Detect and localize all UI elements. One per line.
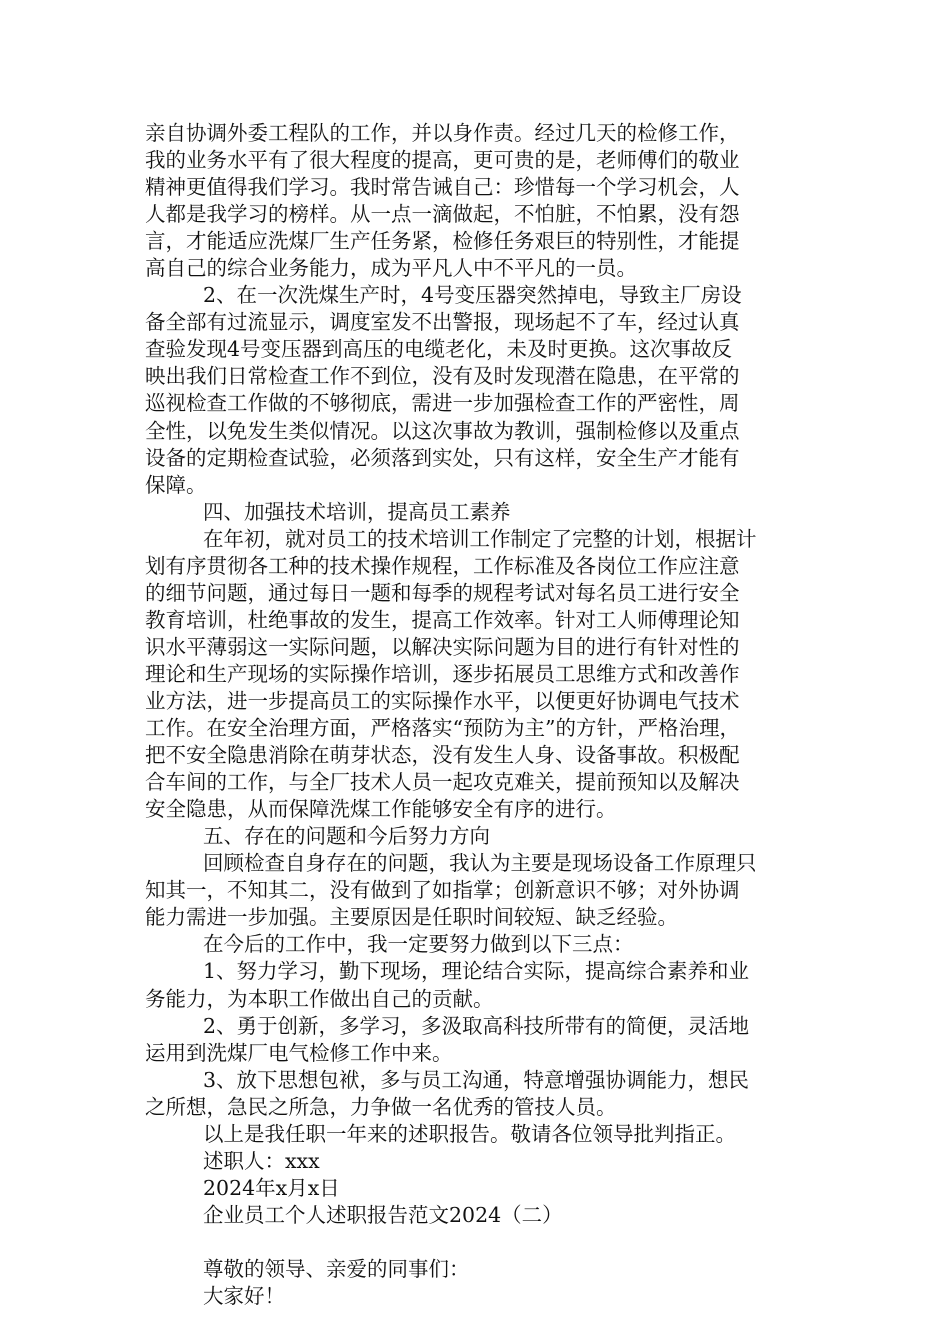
text-line: 2、勇于创新，多学习，多汲取高科技所带有的简便，灵活地 (203, 1013, 750, 1038)
text-line: 全性，以免发生类似情况。以这次事故为教训，强制检修以及重点 (145, 418, 740, 443)
text-line: 1、努力学习，勤下现场，理论结合实际，提高综合素养和业 (203, 959, 750, 984)
text-line: 之所想，急民之所急，力争做一名优秀的管技人员。 (145, 1094, 617, 1119)
text-line: 理论和生产现场的实际操作培训，逐步拓展员工思维方式和改善作 (145, 661, 740, 686)
text-line: 运用到洗煤厂电气检修工作中来。 (145, 1040, 453, 1065)
text-line: 把不安全隐患消除在萌芽状态，没有发生人身、设备事故。积极配 (145, 743, 740, 768)
text-line: 在今后的工作中，我一定要努力做到以下三点： (203, 932, 634, 957)
date-line: 2024年x月x日 (203, 1175, 340, 1200)
text-line: 2、在一次洗煤生产时，4号变压器突然掉电，导致主厂房设 (203, 283, 742, 308)
text-line: 我的业务水平有了很大程度的提高，更可贵的是，老师傅们的敬业 (145, 148, 740, 173)
text-line: 识水平薄弱这一实际问题，以解决实际问题为目的进行有针对性的 (145, 634, 740, 659)
text-line: 备全部有过流显示，调度室发不出警报，现场起不了车，经过认真 (145, 310, 740, 335)
text-line: 巡视检查工作做的不够彻底，需进一步加强检查工作的严密性，周 (145, 391, 740, 416)
text-line: 知其一，不知其二，没有做到了如指掌；创新意识不够；对外协调 (145, 878, 740, 903)
text-line: 的细节问题，通过每日一题和每季的规程考试对每名员工进行安全 (145, 580, 740, 605)
document-title: 企业员工个人述职报告范文2024（二） (203, 1202, 563, 1227)
text-line: 设备的定期检查试验，必须落到实处，只有这样，安全生产才能有 (145, 445, 740, 470)
blank-line (145, 1229, 815, 1256)
text-line: 回顾检查自身存在的问题，我认为主要是现场设备工作原理只 (203, 851, 757, 876)
text-line: 在年初，就对员工的技术培训工作制定了完整的计划，根据计 (203, 526, 757, 551)
text-line: 人都是我学习的榜样。从一点一滴做起，不怕脏，不怕累，没有怨 (145, 202, 740, 227)
text-line: 划有序贯彻各工种的技术操作规程，工作标准及各岗位工作应注意 (145, 553, 740, 578)
salutation-line: 尊敬的领导、亲爱的同事们： (203, 1256, 470, 1281)
section-heading: 五、存在的问题和今后努力方向 (203, 824, 490, 849)
text-line: 保障。 (145, 472, 207, 497)
text-line: 高自己的综合业务能力，成为平凡人中不平凡的一员。 (145, 256, 637, 281)
text-line: 务能力，为本职工作做出自己的贡献。 (145, 986, 494, 1011)
text-line: 教育培训，杜绝事故的发生，提高工作效率。针对工人师傅理论知 (145, 607, 740, 632)
section-heading: 四、加强技术培训，提高员工素养 (203, 499, 511, 524)
text-line: 安全隐患，从而保障洗煤工作能够安全有序的进行。 (145, 797, 617, 822)
text-line: 以上是我任职一年来的述职报告。敬请各位领导批判指正。 (203, 1121, 736, 1146)
text-line: 3、放下思想包袱，多与员工沟通，特意增强协调能力，想民 (203, 1067, 750, 1092)
text-line: 言，才能适应洗煤厂生产任务紧，检修任务艰巨的特别性，才能提 (145, 229, 740, 254)
text-line: 业方法，进一步提高员工的实际操作水平，以便更好协调电气技术 (145, 688, 740, 713)
text-line: 能力需进一步加强。主要原因是任职时间较短、缺乏经验。 (145, 905, 678, 930)
text-line: 精神更值得我们学习。我时常告诫自己：珍惜每一个学习机会，人 (145, 175, 740, 200)
text-line: 工作。在安全治理方面，严格落实“预防为主”的方针，严格治理， (145, 716, 740, 741)
signature-line: 述职人：xxx (203, 1148, 320, 1173)
text-line: 合车间的工作，与全厂技术人员一起攻克难关，提前预知以及解决 (145, 770, 740, 795)
text-line: 查验发现4号变压器到高压的电缆老化，未及时更换。这次事故反 (145, 337, 733, 362)
document-body (145, 120, 815, 1310)
text-line: 亲自协调外委工程队的工作，并以身作责。经过几天的检修工作， (145, 121, 740, 145)
greeting-line: 大家好！ (203, 1284, 285, 1309)
text-line: 映出我们日常检查工作不到位，没有及时发现潜在隐患，在平常的 (145, 364, 740, 389)
